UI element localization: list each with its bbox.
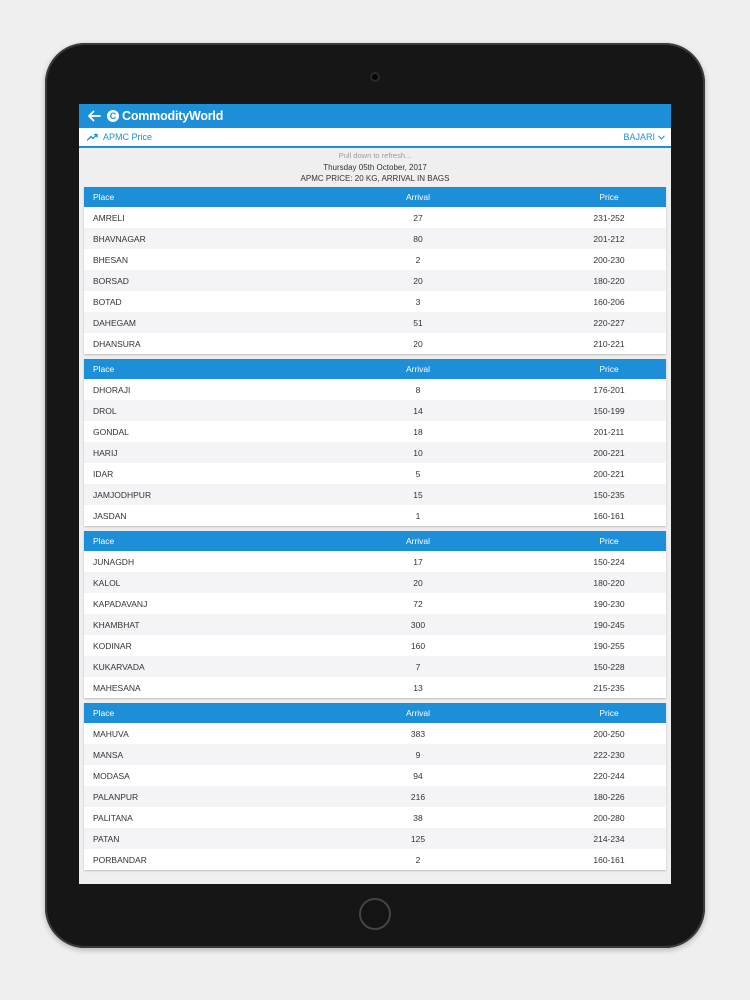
back-arrow-icon[interactable] xyxy=(87,109,101,123)
table-row[interactable] xyxy=(84,379,666,400)
table-row[interactable] xyxy=(84,807,666,828)
cell-place: MAHUVA xyxy=(93,728,129,739)
table-row[interactable] xyxy=(84,270,666,291)
cell-price: 176-201 xyxy=(593,384,625,395)
price-date: Thursday 05th October, 2017 xyxy=(323,163,427,172)
cell-price: 231-252 xyxy=(593,212,625,223)
cell-place: MAHESANA xyxy=(93,682,141,693)
cell-arrival: 1 xyxy=(415,510,421,521)
cell-place: BOTAD xyxy=(93,296,122,307)
cell-price: 220-227 xyxy=(593,317,625,328)
price-table xyxy=(84,531,666,698)
cell-price: 220-244 xyxy=(593,770,625,781)
cell-place: KUKARVADA xyxy=(93,661,145,672)
cell-arrival: 300 xyxy=(410,619,426,630)
cell-arrival: 15 xyxy=(413,489,423,500)
cell-arrival: 216 xyxy=(410,791,426,802)
cell-price: 150-224 xyxy=(593,556,625,567)
pull-to-refresh-hint: Pull down to refresh... xyxy=(338,151,412,160)
sub-header xyxy=(79,128,671,148)
price-tables xyxy=(84,187,666,870)
cell-arrival: 7 xyxy=(415,661,421,672)
cell-place: MODASA xyxy=(93,770,130,781)
cell-arrival: 51 xyxy=(413,317,423,328)
cell-price: 160-206 xyxy=(593,296,625,307)
content-area[interactable] xyxy=(79,148,671,884)
cell-arrival: 2 xyxy=(415,254,421,265)
table-row[interactable] xyxy=(84,400,666,421)
cell-place: PALITANA xyxy=(93,812,133,823)
cell-arrival: 18 xyxy=(413,426,423,437)
table-row[interactable] xyxy=(84,744,666,765)
cell-place: PALANPUR xyxy=(93,791,139,802)
cell-price: 160-161 xyxy=(593,854,625,865)
column-place: Place xyxy=(93,708,115,718)
table-row[interactable] xyxy=(84,849,666,870)
cell-place: DAHEGAM xyxy=(93,317,136,328)
table-row[interactable] xyxy=(84,463,666,484)
cell-arrival: 14 xyxy=(413,405,423,416)
table-row[interactable] xyxy=(84,614,666,635)
cell-place: KAPADAVANJ xyxy=(93,598,148,609)
cell-place: JASDAN xyxy=(93,510,127,521)
cell-place: GONDAL xyxy=(93,426,129,437)
column-place: Place xyxy=(93,536,115,546)
cell-arrival: 80 xyxy=(413,233,423,244)
column-place: Place xyxy=(93,364,115,374)
table-header xyxy=(84,703,666,723)
table-row[interactable] xyxy=(84,593,666,614)
table-row[interactable] xyxy=(84,786,666,807)
cell-arrival: 20 xyxy=(413,577,423,588)
table-row[interactable] xyxy=(84,484,666,505)
cell-arrival: 2 xyxy=(415,854,421,865)
price-info xyxy=(84,162,666,184)
cell-place: DROL xyxy=(93,405,117,416)
cell-arrival: 72 xyxy=(413,598,423,609)
table-row[interactable] xyxy=(84,312,666,333)
table-row[interactable] xyxy=(84,828,666,849)
table-row[interactable] xyxy=(84,572,666,593)
cell-place: PATAN xyxy=(93,833,120,844)
commodity-selected: BAJARI xyxy=(623,132,655,142)
column-arrival: Arrival xyxy=(405,364,431,374)
table-row[interactable] xyxy=(84,635,666,656)
cell-place: BORSAD xyxy=(93,275,129,286)
column-price: Price xyxy=(599,364,619,374)
cell-place: BHAVNAGAR xyxy=(93,233,146,244)
table-header xyxy=(84,531,666,551)
cell-price: 215-235 xyxy=(593,682,625,693)
cell-arrival: 8 xyxy=(415,384,421,395)
cell-arrival: 38 xyxy=(413,812,423,823)
table-row[interactable] xyxy=(84,551,666,572)
cell-price: 150-228 xyxy=(593,661,625,672)
table-row[interactable] xyxy=(84,677,666,698)
cell-place: MANSA xyxy=(93,749,124,760)
column-price: Price xyxy=(599,708,619,718)
cell-place: PORBANDAR xyxy=(93,854,147,865)
column-arrival: Arrival xyxy=(405,536,431,546)
cell-arrival: 20 xyxy=(413,275,423,286)
app-screen xyxy=(79,104,671,884)
table-header xyxy=(84,359,666,379)
column-price: Price xyxy=(599,536,619,546)
logo-icon: C xyxy=(107,110,119,122)
cell-price: 200-230 xyxy=(593,254,625,265)
column-price: Price xyxy=(599,192,619,202)
apmc-price-section[interactable] xyxy=(87,132,152,142)
cell-arrival: 5 xyxy=(415,468,421,479)
cell-arrival: 160 xyxy=(410,640,426,651)
cell-price: 190-230 xyxy=(593,598,625,609)
cell-place: DHORAJI xyxy=(93,384,131,395)
cell-arrival: 27 xyxy=(413,212,423,223)
cell-price: 201-212 xyxy=(593,233,625,244)
cell-arrival: 17 xyxy=(413,556,423,567)
section-label: APMC Price xyxy=(103,132,153,142)
home-button[interactable] xyxy=(359,898,391,930)
table-header xyxy=(84,187,666,207)
cell-place: HARIJ xyxy=(93,447,118,458)
cell-place: DHANSURA xyxy=(93,338,141,349)
column-arrival: Arrival xyxy=(405,192,431,202)
cell-price: 214-234 xyxy=(593,833,625,844)
commodity-dropdown[interactable] xyxy=(623,132,665,142)
cell-price: 180-220 xyxy=(593,275,625,286)
cell-price: 200-280 xyxy=(593,812,625,823)
cell-price: 201-211 xyxy=(593,426,625,437)
table-row[interactable] xyxy=(84,291,666,312)
cell-arrival: 383 xyxy=(410,728,426,739)
column-arrival: Arrival xyxy=(405,708,431,718)
table-row[interactable] xyxy=(84,207,666,228)
cell-arrival: 20 xyxy=(413,338,423,349)
table-row[interactable] xyxy=(84,723,666,744)
chevron-down-icon xyxy=(658,135,665,140)
camera xyxy=(370,72,380,82)
cell-place: KHAMBHAT xyxy=(93,619,140,630)
cell-place: JAMJODHPUR xyxy=(93,489,152,500)
table-row[interactable] xyxy=(84,249,666,270)
cell-arrival: 3 xyxy=(415,296,421,307)
cell-arrival: 125 xyxy=(410,833,426,844)
cell-price: 160-161 xyxy=(593,510,625,521)
price-table xyxy=(84,703,666,870)
table-row[interactable] xyxy=(84,333,666,354)
cell-price: 210-221 xyxy=(593,338,625,349)
cell-place: BHESAN xyxy=(93,254,128,265)
cell-place: IDAR xyxy=(93,468,114,479)
app-header xyxy=(79,104,671,128)
price-table xyxy=(84,187,666,354)
table-row[interactable] xyxy=(84,442,666,463)
table-row[interactable] xyxy=(84,656,666,677)
cell-price: 180-220 xyxy=(593,577,625,588)
app-title: CommodityWorld xyxy=(122,109,224,123)
price-table xyxy=(84,359,666,526)
cell-price: 150-235 xyxy=(593,489,625,500)
cell-price: 150-199 xyxy=(593,405,625,416)
column-place: Place xyxy=(93,192,115,202)
cell-place: KALOL xyxy=(93,577,121,588)
table-row[interactable] xyxy=(84,505,666,526)
cell-price: 200-221 xyxy=(593,447,625,458)
table-row[interactable] xyxy=(84,421,666,442)
cell-arrival: 10 xyxy=(413,447,423,458)
cell-price: 190-245 xyxy=(593,619,625,630)
tablet-frame xyxy=(45,43,705,948)
cell-arrival: 9 xyxy=(415,749,421,760)
cell-price: 222-230 xyxy=(593,749,625,760)
table-row[interactable] xyxy=(84,228,666,249)
cell-arrival: 94 xyxy=(413,770,423,781)
trending-up-icon xyxy=(87,133,98,141)
cell-place: JUNAGDH xyxy=(93,556,135,567)
price-note: APMC PRICE: 20 KG, ARRIVAL IN BAGS xyxy=(300,174,450,183)
cell-place: AMRELI xyxy=(93,212,125,223)
cell-price: 200-250 xyxy=(593,728,625,739)
cell-price: 200-221 xyxy=(593,468,625,479)
table-row[interactable] xyxy=(84,765,666,786)
cell-price: 180-226 xyxy=(593,791,625,802)
cell-arrival: 13 xyxy=(413,682,423,693)
cell-price: 190-255 xyxy=(593,640,625,651)
cell-place: KODINAR xyxy=(93,640,132,651)
